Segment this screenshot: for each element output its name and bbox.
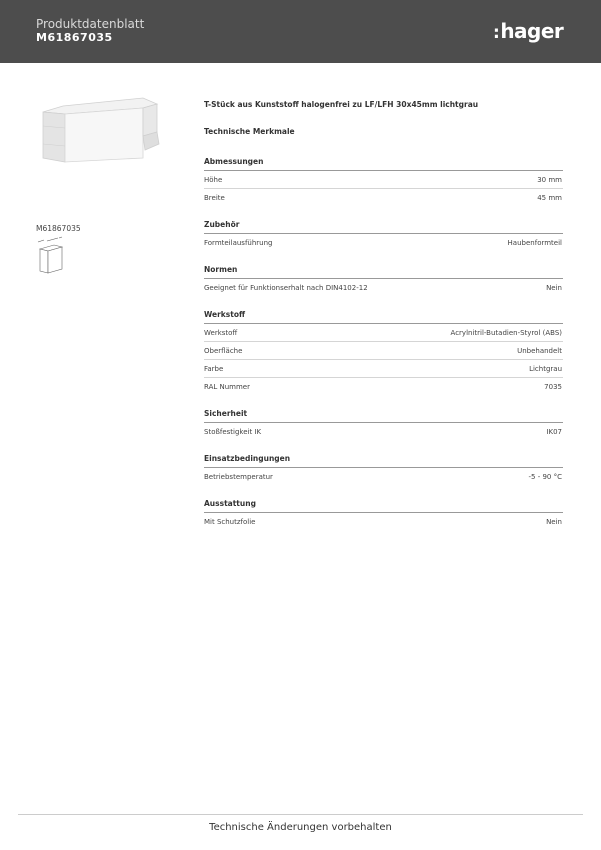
spec-row [204,360,563,378]
section-normen [204,261,563,296]
spec-label: Farbe [204,365,224,373]
section-title: Werkstoff [204,306,563,324]
section-title: Ausstattung [204,495,563,513]
header-bar [0,0,601,63]
spec-value: 30 mm [537,176,562,184]
section-sicherheit [204,405,563,440]
spec-label: Betriebstemperatur [204,473,273,481]
footer-note: Technische Änderungen vorbehalten [209,822,392,833]
spec-value: Unbehandelt [517,347,562,355]
spec-row [204,468,563,485]
spec-row [204,378,563,395]
spec-row [204,324,563,342]
spec-label: Mit Schutzfolie [204,518,256,526]
section-title: Sicherheit [204,405,563,423]
logo-colon: : [493,23,500,43]
spec-row [204,513,563,530]
spec-row [204,234,563,251]
hager-logo [493,19,563,43]
doc-id: M61867035 [36,31,113,44]
section-werkstoff [204,306,563,395]
spec-table [204,153,563,530]
spec-row [204,342,563,360]
spec-label: RAL Nummer [204,383,250,391]
spec-value: IK07 [546,428,562,436]
spec-value: Acrylnitril-Butadien-Styrol (ABS) [450,329,562,337]
product-title: T-Stück aus Kunststoff halogenfrei zu LF/LFH 30x45mm lichtgrau [204,100,479,109]
section-zubehoer [204,216,563,251]
spec-value: Nein [546,284,562,292]
section-title: Normen [204,261,563,279]
spec-row [204,171,563,189]
footer-divider [18,814,583,815]
doc-type: Produktdatenblatt [36,17,145,31]
spec-value: 7035 [544,383,562,391]
section-ausstattung [204,495,563,530]
spec-value: -5 - 90 °C [528,473,562,481]
product-id-label: M61867035 [36,224,81,233]
spec-row [204,189,563,206]
spec-label: Formteilausführung [204,239,273,247]
t-piece-product-image [35,96,161,168]
spec-value: Lichtgrau [529,365,562,373]
spec-label: Höhe [204,176,223,184]
logo-text: hager [500,19,564,43]
spec-label: Breite [204,194,225,202]
spec-label: Stoßfestigkeit IK [204,428,262,436]
spec-row [204,423,563,440]
section-abmessungen [204,153,563,206]
spec-value: 45 mm [537,194,562,202]
spec-label: Oberfläche [204,347,243,355]
section-einsatzbedingungen [204,450,563,485]
spec-row [204,279,563,296]
t-piece-sketch [36,235,66,275]
section-title: Einsatzbedingungen [204,450,563,468]
spec-label: Werkstoff [204,329,238,337]
spec-value: Nein [546,518,562,526]
spec-label: Geeignet für Funktionserhalt nach DIN4102-12 [204,284,368,292]
spec-value: Haubenformteil [507,239,562,247]
section-title: Abmessungen [204,153,563,171]
section-title: Zubehör [204,216,563,234]
specs-heading: Technische Merkmale [204,127,295,136]
